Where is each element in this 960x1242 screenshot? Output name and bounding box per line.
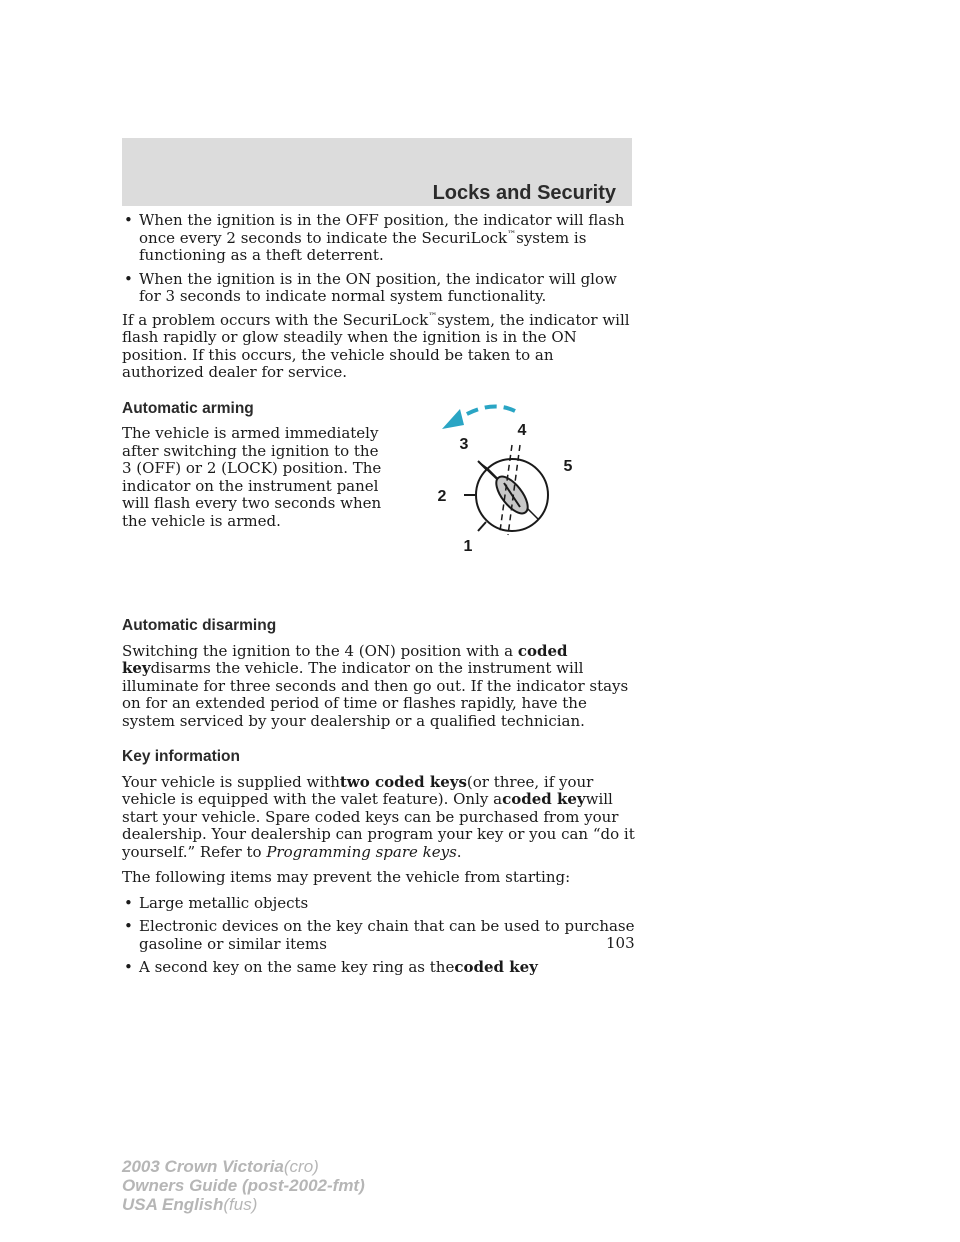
bullet-text-cont: system is functioning as a theft deterrent. [139, 228, 587, 264]
footer-line-3 [122, 1195, 365, 1214]
footer-language: USA English [122, 1195, 224, 1214]
heading-automatic-arming: Automatic arming [122, 399, 254, 417]
para-text: (or three, if your vehicle is equipped with the valet feature). Only a [122, 772, 594, 808]
para-text-cont: disarms the vehicle. The indicator on the instrument will illuminate for three seconds and then go out. If the indicator stays on for an extended period of time or flashes rapidly, have the system serviced by your dealership or a qualified technician. [122, 659, 629, 730]
para-text: will start your vehicle. Spare coded keys can be purchased from your dealership. Your dealership can program your key or you can “do it yourself.” Refer to [122, 790, 635, 861]
bold-term: two coded keys [339, 772, 467, 791]
bullet-text: When the ignition is in the ON position, the indicator will glow for 3 seconds to indicate normal system functionality. [139, 269, 617, 305]
bold-term: coded key [122, 641, 568, 677]
footer-model-code: (cro) [283, 1157, 319, 1176]
position-label-4: 4 [517, 422, 527, 439]
problem-paragraph [122, 312, 636, 382]
bullet-text: Electronic devices on the key chain that can be used to purchase gasoline or similar items [139, 917, 635, 953]
bullet-text: Large metallic objects [139, 893, 309, 912]
list-item [122, 271, 636, 306]
para-text: If a problem occurs with the SecuriLock [122, 310, 429, 329]
position-label-2: 2 [437, 488, 447, 505]
footer-language-code: (fus) [223, 1195, 258, 1214]
trademark-symbol: ™ [507, 229, 517, 240]
list-item [122, 212, 636, 265]
position-label-1: 1 [463, 538, 473, 555]
section-title: Locks and Security [432, 182, 616, 204]
position-label-5: 5 [563, 458, 573, 475]
footer-model: 2003 Crown Victoria [122, 1157, 284, 1176]
trademark-symbol: ™ [428, 311, 438, 322]
rotation-arrow [458, 407, 515, 420]
list-item [122, 918, 636, 953]
bullet-dot: • [124, 958, 133, 976]
footer-line-2: Owners Guide (post-2002-fmt) [122, 1176, 365, 1195]
bullet-dot: • [124, 269, 133, 288]
bold-term: coded key [454, 958, 538, 976]
para-text: Switching the ignition to the 4 (ON) position with a [122, 641, 518, 660]
heading-automatic-disarming: Automatic disarming [122, 617, 277, 634]
footer-line-1 [122, 1157, 365, 1176]
list-item [122, 895, 636, 913]
list-item [122, 959, 636, 977]
para-text: . [456, 842, 462, 861]
disarming-paragraph [122, 643, 636, 731]
page-content [122, 212, 636, 983]
bullet-dot: • [124, 917, 133, 935]
bullet-dot: • [124, 893, 133, 912]
cross-reference: Programming spare keys [266, 842, 457, 861]
arming-paragraph: The vehicle is armed immediately after switching the ignition to the 3 (OFF) or 2 (LOCK) position. The indicator on the instrument panel will flash every two seconds when the vehicle is armed. [122, 424, 382, 530]
bullet-text: A second key on the same key ring as the [139, 958, 455, 976]
prevent-start-paragraph: The following items may prevent the vehicle from starting: [122, 868, 571, 886]
bold-term: coded key [502, 790, 586, 808]
position-line-1 [478, 522, 486, 531]
para-text: Your vehicle is supplied with [122, 772, 340, 791]
key-info-paragraph [122, 774, 636, 862]
bullet-text: When the ignition is in the OFF position, the indicator will flash once every 2 seconds to indicate the SecuriLock [139, 211, 625, 247]
ignition-diagram [420, 395, 590, 570]
bullet-dot: • [124, 211, 133, 229]
header-band [122, 138, 632, 206]
document-footer [122, 1157, 365, 1214]
heading-key-information: Key information [122, 748, 240, 765]
position-line-3 [478, 461, 486, 469]
position-label-3: 3 [459, 436, 469, 453]
arrow-head [442, 409, 464, 429]
page-number: 103 [606, 934, 635, 952]
para-text-cont: system, the indicator will flash rapidly or glow steadily when the ignition is in the ON position. If this occurs, the vehicle should be taken to an authorized dealer for service. [122, 310, 630, 381]
